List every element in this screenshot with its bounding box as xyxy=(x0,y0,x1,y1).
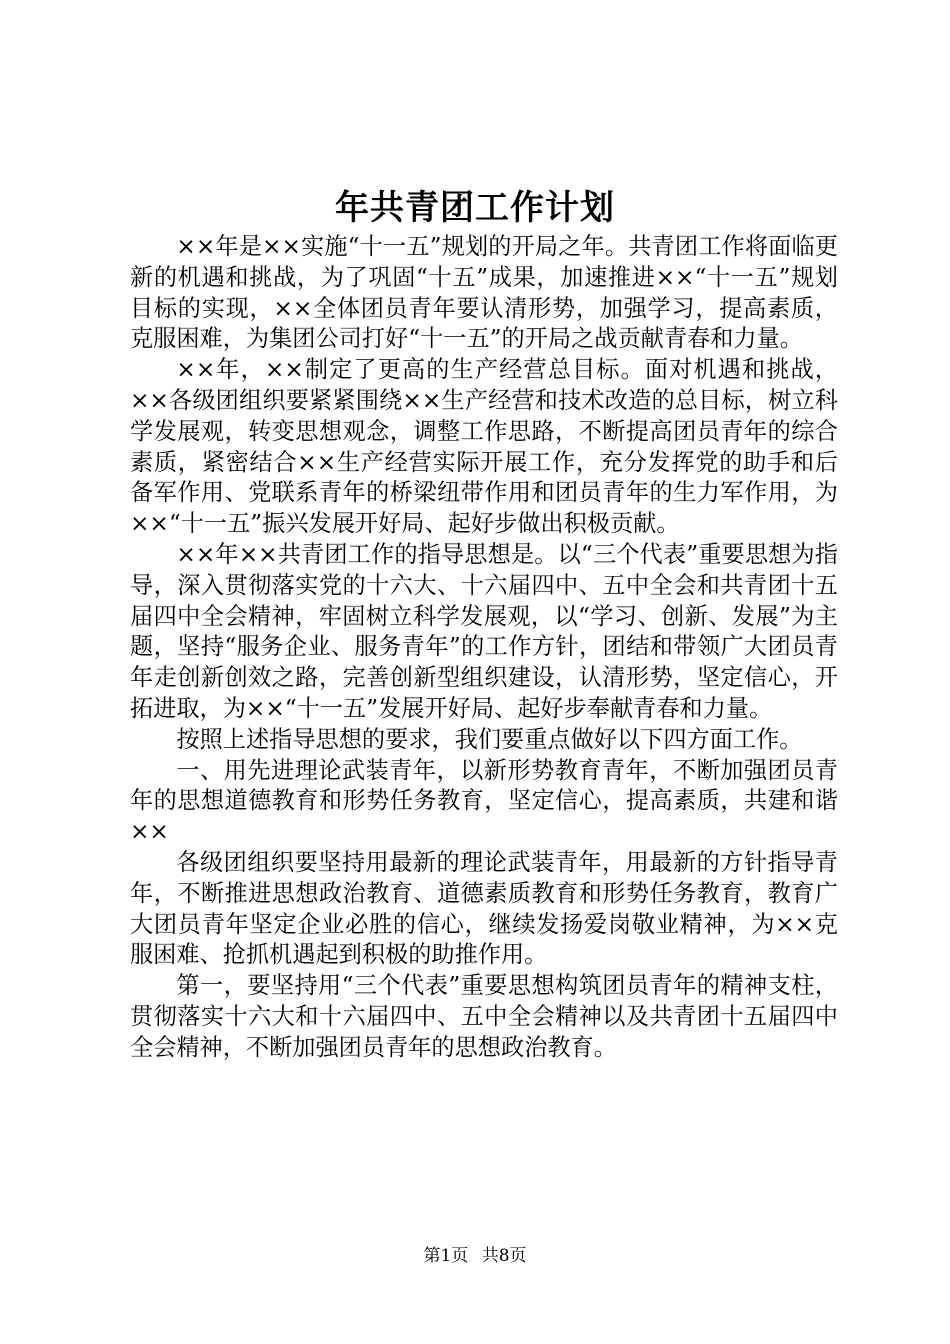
paragraph: ××年是××实施“十一五”规划的开局之年。共青团工作将面临更新的机遇和挑战，为了巩固“十五”成果，加速推进××“十一五”规划目标的实现，××全体团员青年要认清形势，加强学习，提高素质，克服困难，为集团公司打好“十一五”的开局之战贡献青春和力量。 xyxy=(130,233,838,353)
paragraph: ××年××共青团工作的指导思想是。以“三个代表”重要思想为指导，深入贯彻落实党的十六大、十六届四中、五中全会和共青团十五届四中全会精神，牢固树立科学发展观，以“学习、创新、发展”为主题，坚持“服务企业、服务青年”的工作方针，团结和带领广大团员青年走创新创效之路，完善创新型组织建设，认清形势，坚定信心，开拓进取，为××“十一五”发展开好局、起好步奉献青春和力量。 xyxy=(130,540,838,722)
paragraph: ××年，××制定了更高的生产经营总目标。面对机遇和挑战，××各级团组织要紧紧围绕××生产经营和技术改造的总目标，树立科学发展观，转变思想观念，调整工作思路，不断提高团员青年的综合素质，紧密结合××生产经营实际开展工作，充分发挥党的助手和后备军作用、党联系青年的桥梁纽带作用和团员青年的生力军作用，为××“十一五”振兴发展开好局、起好步做出积极贡献。 xyxy=(130,356,838,538)
paragraph: 第一，要坚持用“三个代表”重要思想构筑团员青年的精神支柱，贯彻落实十六大和十六届四中、五中全会精神以及共青团十五届四中全会精神，不断加强团员青年的思想政治教育。 xyxy=(130,972,838,1061)
document-title: 年共青团工作计划 xyxy=(335,188,615,228)
page-number: 第1页 xyxy=(423,1246,469,1266)
paragraph: 一、用先进理论武装青年，以新形势教育青年，不断加强团员青年的思想道德教育和形势任务教育，坚定信心，提高素质，共建和谐×× xyxy=(130,756,838,846)
paragraph: 按照上述指导思想的要求，我们要重点做好以下四方面工作。 xyxy=(176,725,803,753)
paragraph: 各级团组织要坚持用最新的理论武装青年，用最新的方针指导青年，不断推进思想政治教育、道德素质教育和形势任务教育，教育广大团员青年坚定企业必胜的信心，继续发扬爱岗敬业精神，为××克服困难、抢抓机遇起到积极的助推作用。 xyxy=(130,848,838,969)
page-footer xyxy=(0,1244,950,1268)
document-body xyxy=(130,232,838,1064)
page-total: 共8页 xyxy=(481,1246,527,1266)
